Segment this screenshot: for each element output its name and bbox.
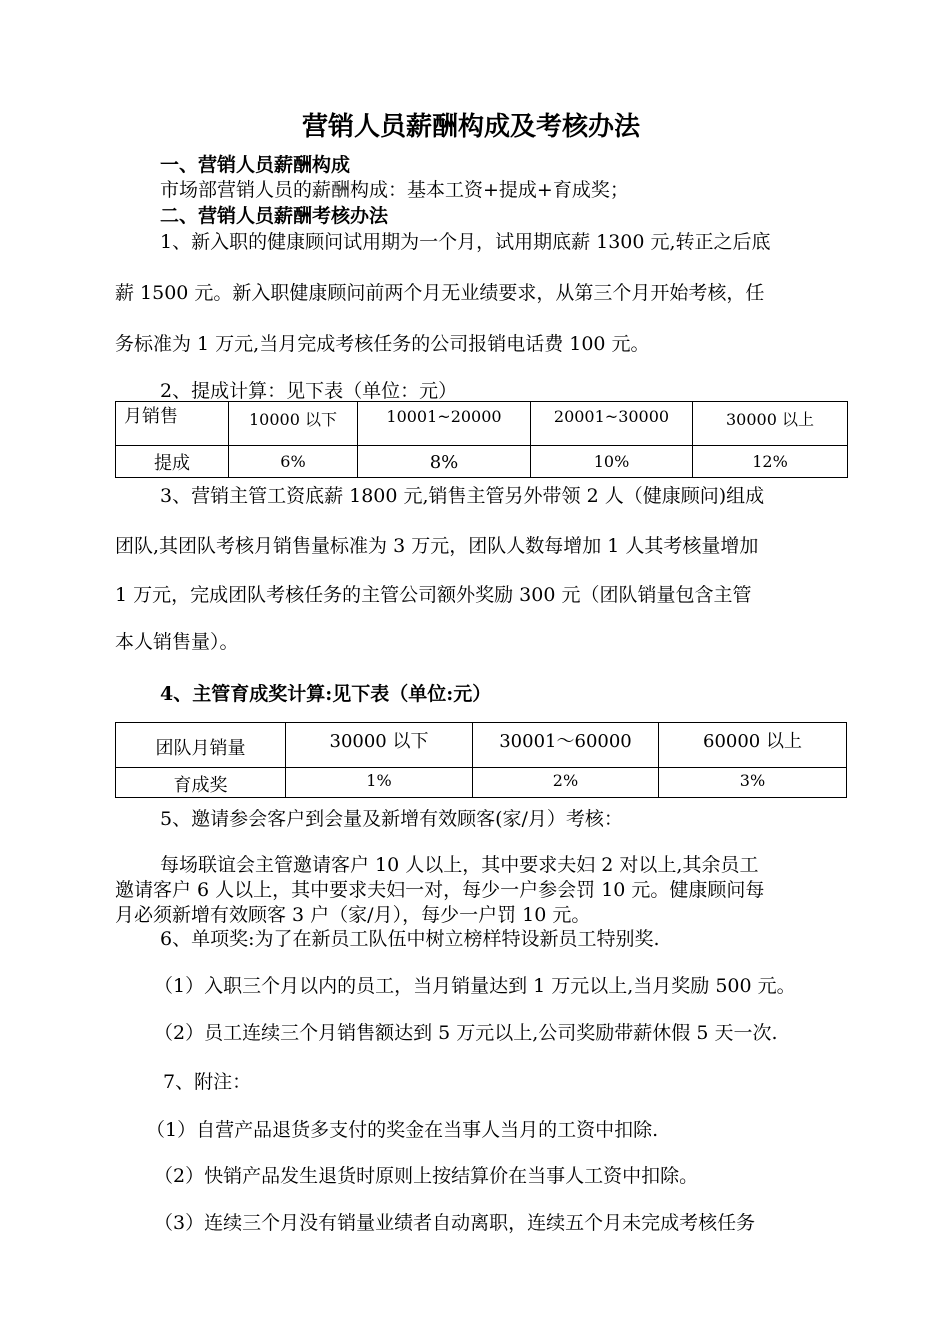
section-1-heading: 一、营销人员薪酬构成	[160, 154, 351, 176]
item-5-text: 5、邀请参会客户到会量及新增有效顾客(家/月）考核：	[160, 808, 623, 830]
section-2-heading: 二、营销人员薪酬考核办法	[160, 205, 389, 227]
table-cell: 月销售	[116, 402, 229, 446]
commission-table	[115, 401, 848, 478]
item-4-heading: 4、主管育成奖计算:见下表（单位:元）	[160, 683, 492, 705]
table-cell: 60000 以上	[659, 723, 847, 768]
commission-table-value-row	[116, 446, 848, 478]
table-cell: 30001～60000	[473, 723, 659, 768]
table-cell: 团队月销量	[116, 723, 286, 768]
item-5-body-line-2: 邀请客户 6 人以上，其中要求夫妇一对，每少一户参会罚 10 元。健康顾问每	[115, 879, 765, 901]
table-cell: 20001~30000	[531, 402, 693, 446]
incentive-table-value-row	[116, 768, 847, 798]
table-cell: 12%	[693, 446, 848, 478]
item-6-sub-1: （1）入职三个月以内的员工，当月销量达到 1 万元以上,当月奖励 500 元。	[154, 975, 796, 997]
table-cell: 30000 以下	[286, 723, 473, 768]
item-3-line-2: 团队,其团队考核月销售量标准为 3 万元，团队人数每增加 1 人其考核量增加	[115, 535, 759, 557]
item-6-text: 6、单项奖:为了在新员工队伍中树立榜样特设新员工特别奖.	[160, 928, 660, 950]
item-7-sub-3: （3）连续三个月没有销量业绩者自动离职，连续五个月未完成考核任务	[154, 1212, 756, 1234]
item-1-line-3: 务标准为 1 万元,当月完成考核任务的公司报销电话费 100 元。	[115, 333, 650, 355]
item-7-sub-1: （1）自营产品退货多支付的奖金在当事人当月的工资中扣除.	[146, 1119, 659, 1141]
table-cell: 育成奖	[116, 768, 286, 798]
item-7-text: 7、附注：	[163, 1071, 252, 1093]
table-cell: 10%	[531, 446, 693, 478]
table-cell: 8%	[358, 446, 531, 478]
table-cell: 提成	[116, 446, 229, 478]
item-1-line-1: 1、新入职的健康顾问试用期为一个月，试用期底薪 1300 元,转正之后底	[160, 231, 771, 253]
document-title: 营销人员薪酬构成及考核办法	[302, 112, 641, 142]
table-cell: 30000 以上	[693, 402, 848, 446]
item-1-line-2: 薪 1500 元。新入职健康顾问前两个月无业绩要求，从第三个月开始考核，任	[115, 282, 765, 304]
item-2-text: 2、提成计算：见下表（单位：元）	[160, 380, 458, 402]
section-1-text: 市场部营销人员的薪酬构成：基本工资+提成+育成奖；	[160, 179, 629, 201]
item-3-line-4: 本人销售量）。	[115, 631, 239, 653]
item-5-body-line-1: 每场联谊会主管邀请客户 10 人以上，其中要求夫妇 2 对以上,其余员工	[160, 854, 759, 876]
commission-table-header-row	[116, 402, 848, 446]
item-6-sub-2: （2）员工连续三个月销售额达到 5 万元以上,公司奖励带薪休假 5 天一次.	[154, 1022, 778, 1044]
incentive-table	[115, 722, 847, 798]
table-cell: 10001~20000	[358, 402, 531, 446]
item-5-body-line-3: 月必须新增有效顾客 3 户（家/月），每少一户罚 10 元。	[115, 904, 591, 926]
table-cell: 10000 以下	[229, 402, 358, 446]
item-3-line-3: 1 万元，完成团队考核任务的主管公司额外奖励 300 元（团队销量包含主管	[115, 584, 752, 606]
incentive-table-header-row	[116, 723, 847, 768]
table-cell: 2%	[473, 768, 659, 798]
table-cell: 1%	[286, 768, 473, 798]
table-cell: 3%	[659, 768, 847, 798]
item-7-sub-2: （2）快销产品发生退货时原则上按结算价在当事人工资中扣除。	[154, 1165, 699, 1187]
item-3-line-1: 3、营销主管工资底薪 1800 元,销售主管另外带领 2 人（健康顾问)组成	[160, 485, 765, 507]
table-cell: 6%	[229, 446, 358, 478]
